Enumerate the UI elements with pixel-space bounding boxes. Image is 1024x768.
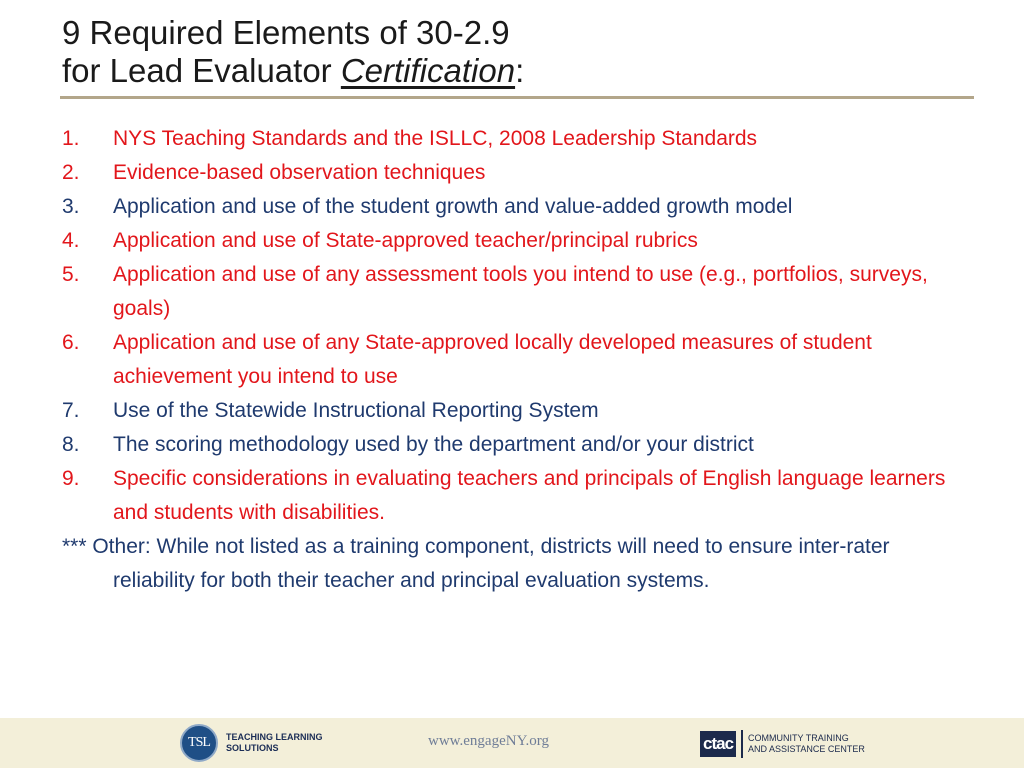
teaching-learning-solutions-logo (180, 724, 323, 762)
list-item-number: 6. (62, 331, 80, 354)
list-item-number: 5. (62, 263, 80, 286)
list-item (62, 428, 972, 462)
list-item-number: 4. (62, 229, 80, 252)
list-item-text: NYS Teaching Standards and the ISLLC, 2008 Leadership Standards (113, 127, 758, 150)
list-item (62, 190, 972, 224)
ctac-logo (700, 730, 865, 758)
list-item-text: Application and use of State-approved teacher/principal rubrics (113, 229, 698, 252)
list-item (62, 326, 972, 394)
list-item (62, 156, 972, 190)
ctac-name-line-2: AND ASSISTANCE CENTER (748, 744, 865, 754)
list-item-number: 2. (62, 161, 80, 184)
tls-emblem-icon: TSL (180, 724, 218, 762)
title-certification-emphasis: Certification (340, 52, 516, 89)
footer-bar (0, 718, 1024, 768)
list-item-number: 3. (62, 195, 80, 218)
list-item-number: 8. (62, 433, 80, 456)
list-item (62, 258, 972, 326)
tls-name-line-1: TEACHING LEARNING (226, 732, 323, 742)
required-elements-list (62, 122, 972, 598)
list-item-text: Application and use of the student growth and value-added growth model (113, 195, 793, 218)
list-item (62, 462, 972, 530)
list-item-text: Specific considerations in evaluating teachers and principals of English language learners and students with disabilities. (113, 467, 946, 524)
title-line-2-prefix: for Lead Evaluator (62, 52, 341, 89)
tls-name-line-2: SOLUTIONS (226, 743, 279, 753)
tls-name (226, 732, 323, 754)
other-note: *** Other: While not listed as a training component, districts will need to ensure inter-rater reliability for both their teacher and principal evaluation systems. (62, 535, 890, 592)
list-item (62, 122, 972, 156)
slide-title (62, 14, 982, 90)
list-item-number: 9. (62, 467, 80, 490)
list-item-text: Application and use of any State-approved locally developed measures of student achievement you intend to use (113, 331, 872, 388)
title-line-1: 9 Required Elements of 30-2.9 (62, 14, 510, 51)
ctac-name (748, 733, 865, 755)
ctac-name-line-1: COMMUNITY TRAINING (748, 733, 849, 743)
ctac-emblem-icon: ctac (700, 731, 736, 757)
engageny-url: www.engageNY.org (428, 733, 549, 749)
title-line-2 (62, 52, 982, 90)
list-item-text: Evidence-based observation techniques (113, 161, 486, 184)
title-divider (60, 96, 974, 99)
list-item-text: Application and use of any assessment tools you intend to use (e.g., portfolios, surveys, goals) (113, 263, 928, 320)
title-line-2-suffix: : (515, 52, 525, 89)
list-item-text: Use of the Statewide Instructional Reporting System (113, 399, 599, 422)
ctac-separator (741, 730, 743, 758)
list-item-text: The scoring methodology used by the department and/or your district (113, 433, 754, 456)
list-item-number: 7. (62, 399, 80, 422)
list-item (62, 394, 972, 428)
list-item-number: 1. (62, 127, 80, 150)
list-item (62, 224, 972, 258)
